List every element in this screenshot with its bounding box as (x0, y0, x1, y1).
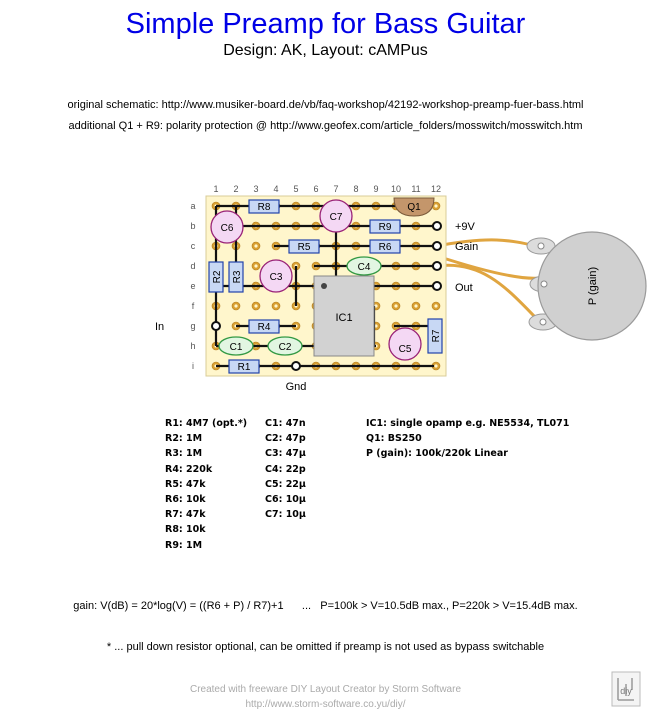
column-label: 8 (353, 184, 359, 194)
column-label: 4 (273, 184, 279, 194)
capacitor-c2 (268, 337, 302, 355)
part-r6: R6: 10k (165, 494, 206, 506)
svg-text:R4: R4 (257, 322, 271, 333)
credit-line: Created with freeware DIY Layout Creator by Storm Software (189, 684, 462, 695)
terminal-label-9v: +9V (455, 221, 475, 233)
part-r1: R1: 4M7 (opt.*) (165, 418, 248, 429)
resistor-r3 (229, 262, 243, 292)
part-r2: R2: 1M (165, 433, 203, 445)
part-r5: R5: 47k (165, 478, 206, 490)
part-r3: R3: 1M (165, 448, 203, 460)
svg-text:R7: R7 (431, 329, 442, 343)
page-title: Simple Preamp for Bass Guitar (125, 8, 526, 40)
column-label: 11 (411, 184, 421, 194)
parts-list-resistors (165, 416, 247, 553)
part-pot: P (gain): 100k/220k Linear (366, 448, 508, 460)
column-label: 6 (313, 184, 319, 194)
ic1 (314, 276, 374, 356)
svg-text:C6: C6 (220, 223, 234, 234)
footnote: * ... pull down resistor optional, can be omitted if preamp is not used as bypass switchable (106, 641, 545, 653)
resistor-r2 (209, 262, 223, 292)
column-label: 9 (373, 184, 379, 194)
part-c1: C1: 47n (265, 418, 306, 429)
part-c5: C5: 22µ (265, 478, 306, 490)
part-c6: C6: 10µ (265, 494, 306, 506)
svg-text:R5: R5 (297, 242, 311, 253)
svg-text:R8: R8 (257, 202, 271, 213)
terminal-label-in: In (155, 321, 165, 333)
svg-text:R2: R2 (212, 270, 223, 284)
column-label: 5 (293, 184, 299, 194)
row-label: g (190, 321, 196, 331)
part-q1: Q1: BS250 (366, 433, 422, 445)
row-label: d (190, 261, 196, 271)
pot-wires (437, 240, 540, 322)
resistor-r7 (428, 319, 442, 353)
capacitor-c7 (320, 200, 352, 232)
svg-text:C3: C3 (269, 272, 283, 283)
svg-text:R1: R1 (237, 362, 251, 373)
resistor-r8 (249, 200, 279, 213)
resistor-r4 (249, 320, 279, 333)
potentiometer (527, 232, 646, 340)
board-pad-hole (414, 304, 417, 307)
board-pad-hole (274, 304, 277, 307)
resistor-r9 (370, 220, 400, 233)
svg-text:Q1: Q1 (407, 202, 421, 213)
svg-text:C2: C2 (278, 342, 292, 353)
capacitor-c1 (219, 337, 253, 355)
credit-url: http://www.storm-software.co.yu/diy/ (245, 699, 406, 710)
capacitor-c5 (389, 328, 421, 360)
parts-list-capacitors (265, 416, 306, 522)
row-label: h (190, 341, 196, 351)
row-label: e (190, 281, 196, 291)
svg-text:R3: R3 (232, 270, 243, 284)
row-label: i (192, 361, 194, 371)
column-label: 1 (213, 184, 219, 194)
board-pad-hole (434, 364, 437, 367)
column-label: 12 (430, 184, 442, 194)
row-label: a (190, 201, 196, 211)
svg-text:C7: C7 (329, 212, 343, 223)
svg-text:C1: C1 (229, 342, 243, 353)
board-pad-hole (234, 304, 237, 307)
pot-label: P (gain) (587, 266, 599, 306)
column-label: 3 (253, 184, 259, 194)
board-pad-hole (254, 244, 257, 247)
part-c7: C7: 10µ (265, 509, 306, 521)
terminal-label-gain: Gain (455, 241, 479, 253)
capacitor-c3 (260, 260, 292, 292)
board-pad-hole (254, 264, 257, 267)
part-r8: R8: 10k (165, 524, 206, 536)
column-label: 10 (390, 184, 402, 194)
terminal-label-out: Out (455, 282, 473, 294)
row-label: f (191, 301, 195, 311)
svg-text:C5: C5 (398, 344, 412, 355)
row-label: b (190, 221, 196, 231)
svg-text:IC1: IC1 (335, 312, 353, 324)
column-label: 7 (333, 184, 339, 194)
resistor-r1 (229, 360, 259, 373)
resistor-r6 (370, 240, 400, 253)
board-pad-hole (434, 204, 437, 207)
board-pad-hole (434, 304, 437, 307)
capacitor-c4 (347, 257, 381, 275)
part-r9: R9: 1M (165, 539, 203, 551)
capacitor-c6 (211, 211, 243, 243)
svg-text:diy: diy (620, 686, 632, 696)
svg-text:R6: R6 (378, 242, 392, 253)
gain-formula: gain: V(dB) = 20*log(V) = ((R6 + P) / R7)+1 ... P=100k > V=10.5dB max., P=220k > V=15.4dB max. (73, 600, 578, 612)
svg-text:R9: R9 (378, 222, 392, 233)
reference-original-schematic: original schematic: http://www.musiker-board.de/vb/faq-workshop/42192-workshop-preamp-fuer-bass.html (67, 99, 584, 111)
column-label: 2 (233, 184, 239, 194)
part-c2: C2: 47p (265, 433, 306, 445)
part-c4: C4: 22p (265, 463, 306, 475)
part-r4: R4: 220k (165, 463, 213, 475)
part-c3: C3: 47µ (265, 448, 306, 460)
part-r7: R7: 47k (165, 509, 206, 521)
part-ic1: IC1: single opamp e.g. NE5534, TL071 (366, 418, 570, 429)
board-pad-hole (254, 304, 257, 307)
resistor-r5 (289, 240, 319, 253)
board-pad-hole (394, 304, 397, 307)
terminal-label-gnd: Gnd (285, 381, 307, 393)
svg-text:C4: C4 (357, 262, 371, 273)
page-subtitle: Design: AK, Layout: cAMPus (223, 42, 428, 59)
row-label: c (190, 241, 196, 251)
parts-list-other (366, 416, 569, 462)
reference-polarity-protection: additional Q1 + R9: polarity protection @ http://www.geofex.com/article_folders/mosswitch/mosswitch.htm (68, 120, 583, 132)
